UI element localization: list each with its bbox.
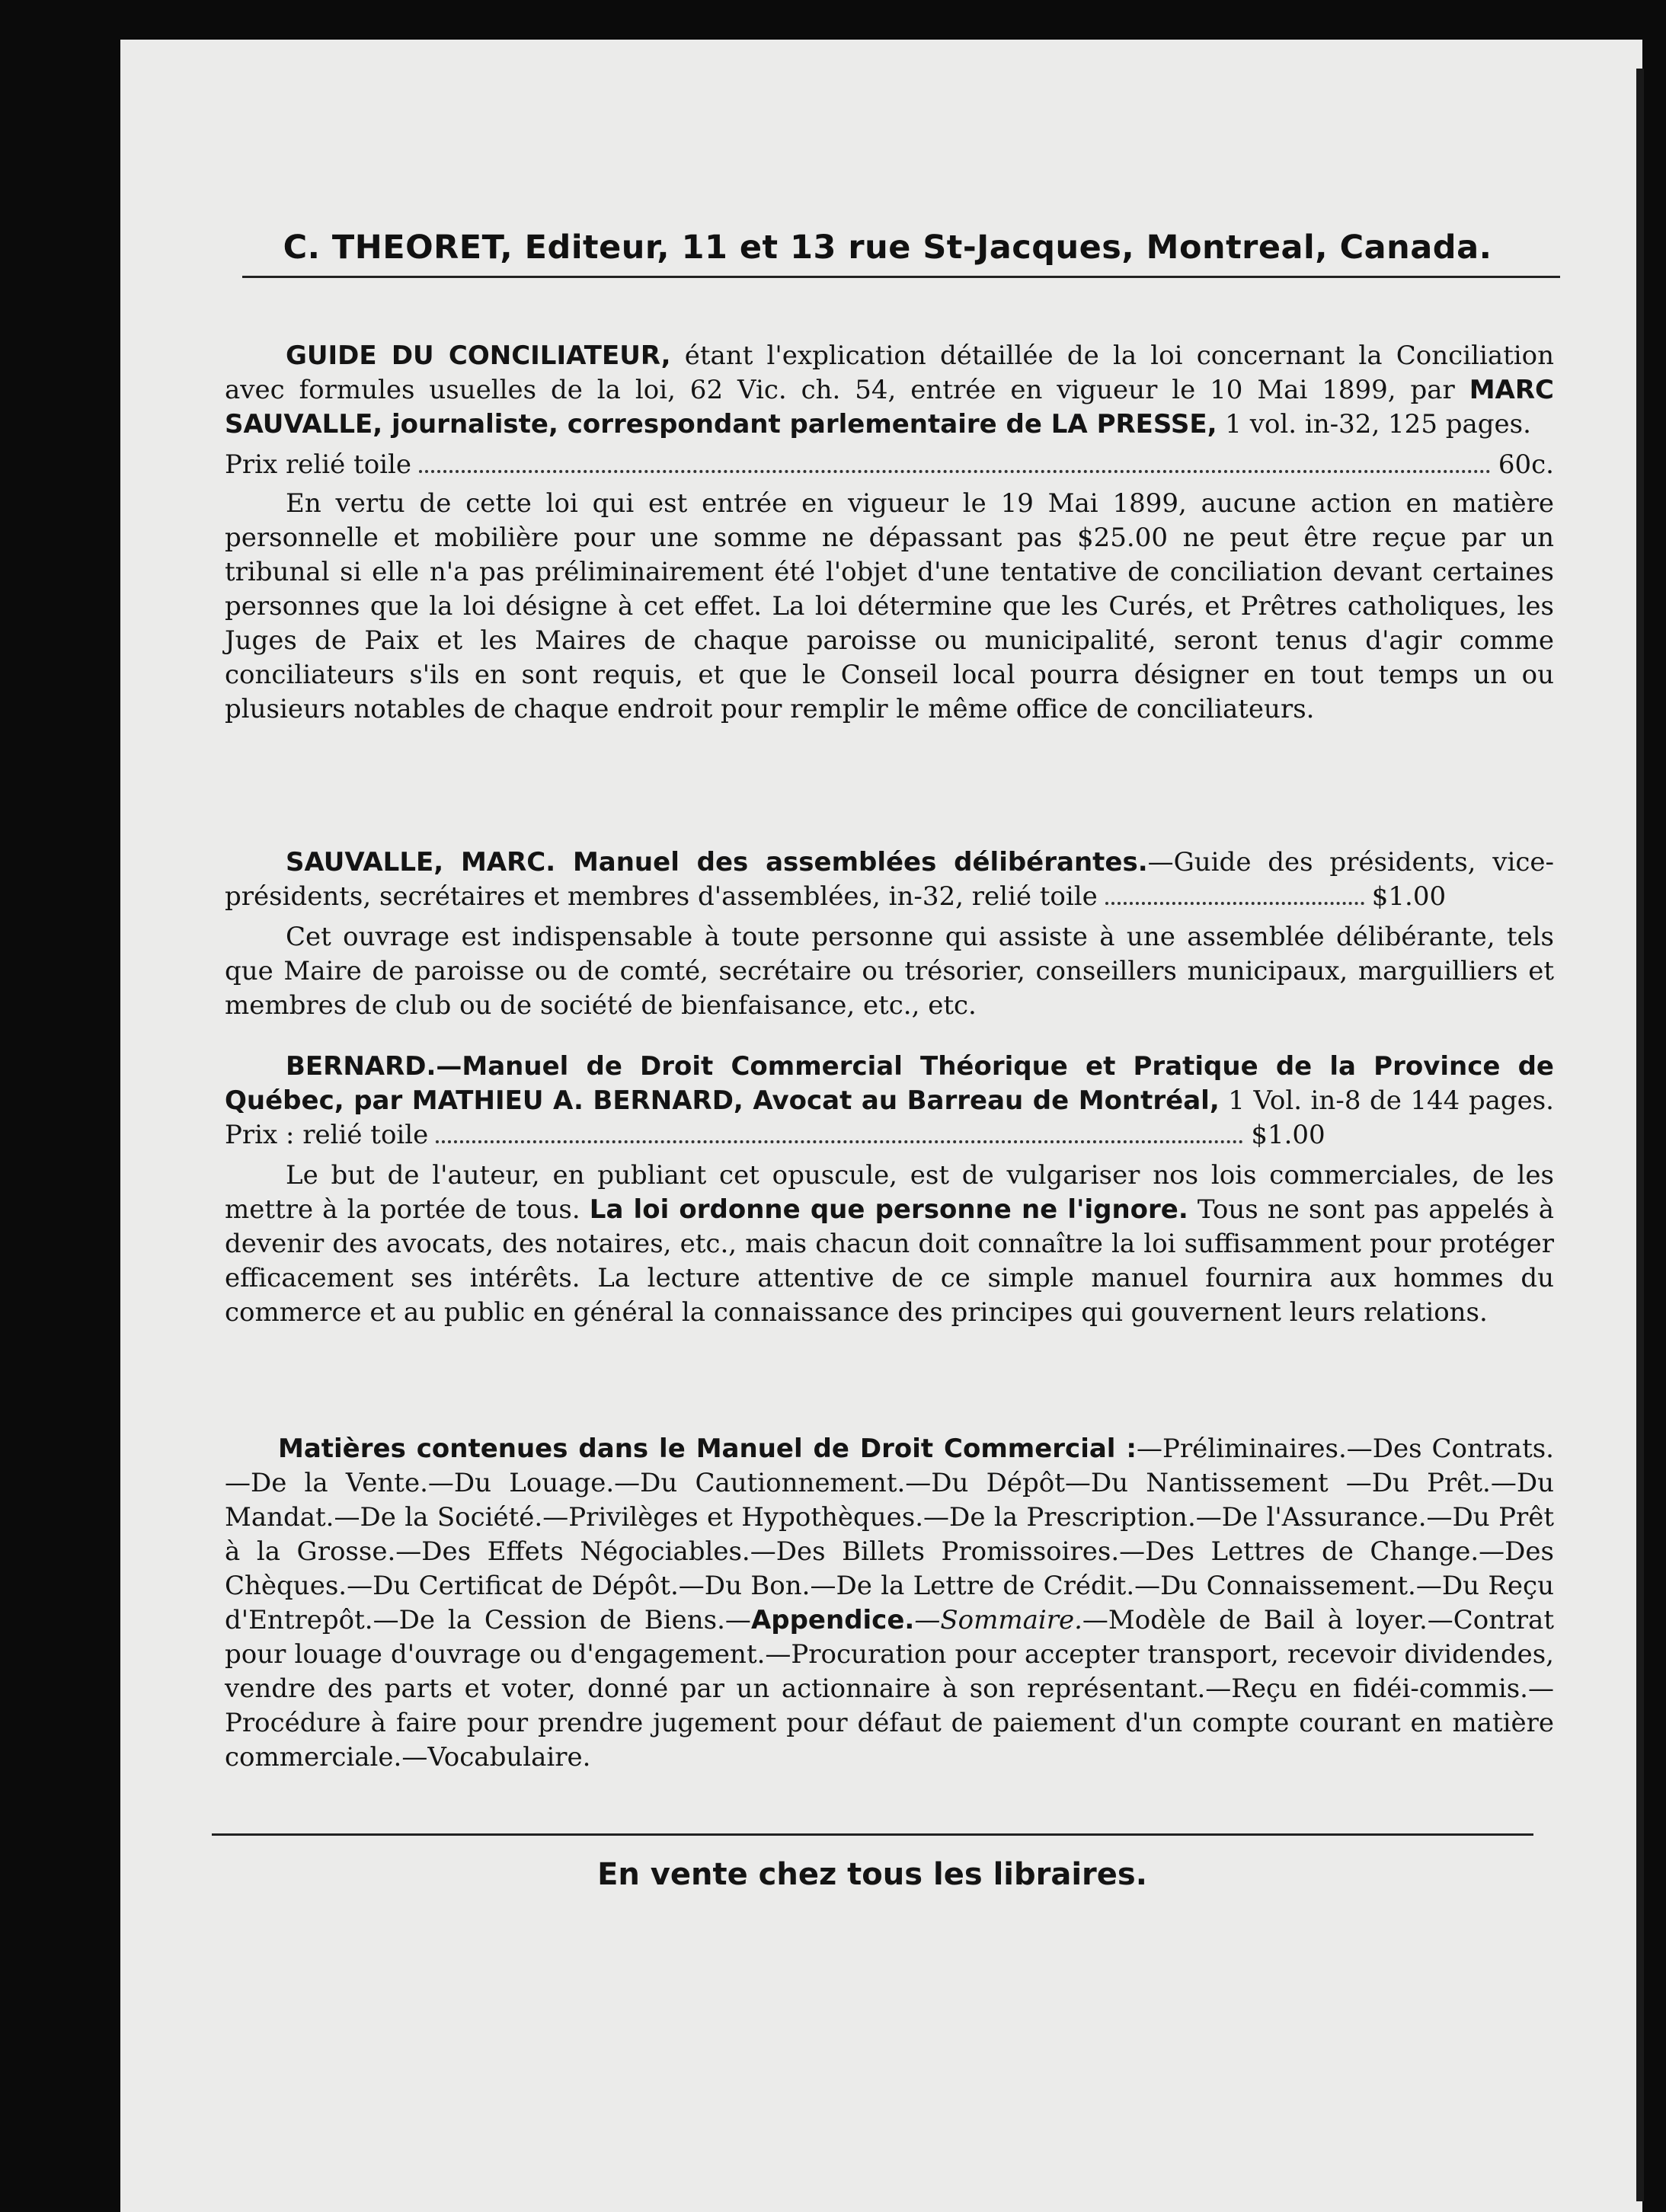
entry3-price: $1.00 (1251, 1120, 1325, 1150)
footer-rule (212, 1833, 1533, 1836)
entry1-price-label: Prix relié toile (225, 449, 412, 480)
entry3-body-a: Le but de l'auteur, en publiant cet opuscule, est de vulgariser nos lois commerciales, de les mettre à la portée de tous. (225, 1160, 1554, 1225)
entry1-title: GUIDE DU CONCILIATEUR, (286, 340, 671, 371)
entry3-body-b: Tous ne sont pas appelés à devenir des avocats, des notaires, etc., mais chacun doit connaître la loi suffisamment pour protéger efficacement ses intérêts. La lecture attentive de ce simple manuel fournira aux hommes du commerce et au public en général la connaissance des principes qui gouvernent leurs relations. (225, 1194, 1554, 1328)
entry1-desc1: étant l'explication détaillée de la loi concernant la Conciliation avec formules usuelles de la loi, 62 Vic. ch. 54, entrée en vigueur le 10 Mai 1899, par (225, 340, 1554, 405)
contents-appendix: Appendice. (750, 1605, 915, 1635)
contents-title: Matières contenues dans le Manuel de Droit Commercial : (278, 1434, 1137, 1464)
entry3-leader-dots (436, 1140, 1243, 1143)
page-edge-shadow (1636, 69, 1644, 2201)
entry2-body: Cet ouvrage est indispensable à toute personne qui assiste à une assemblée délibérante, tels que Maire de paroisse ou de comté, secrétaire ou trésorier, conseillers municipaux, marguilliers et membres de club ou de société de bienfaisance, etc., etc. (225, 922, 1554, 1021)
entry2-desc: —Guide des présidents, vice-présidents, secrétaires et membres d'assemblées, in-32, relié toile (225, 847, 1554, 912)
contents-text-b: —Modèle de Bail à loyer.—Contrat pour louage d'ouvrage ou d'engagement.—Procuration pour accepter transport, recevoir dividendes, vendre des parts et voter, donné par un actionnaire à son représentant.—Reçu en fidéi-commis.—Procédure à faire pour prendre jugement pour défaut de paiement d'un compte courant en matière commerciale.—Vocabulaire. (225, 1605, 1554, 1772)
contents-sommaire: —Sommaire. (914, 1605, 1082, 1635)
entry1-price: 60c. (1498, 449, 1554, 480)
entry1-desc2: 1 vol. in-32, 125 pages. (1217, 409, 1531, 440)
entry-assemblees (225, 845, 1554, 1023)
entry2-leader-dots (1105, 902, 1364, 905)
entry3-body-bold: La loi ordonne que personne ne l'ignore. (589, 1194, 1188, 1225)
header-rule (242, 276, 1560, 278)
contents-section (225, 1432, 1554, 1775)
entry1-author: MARC SAUVALLE, journaliste, correspondant parlementaire de LA PRESSE, (225, 375, 1554, 440)
entry-guide-conciliateur (225, 339, 1554, 727)
footer-text: En vente chez tous les libraires. (597, 1857, 1147, 1892)
contents-text-a: —Préliminaires.—Des Contrats.—De la Vente.—Du Louage.—Du Cautionnement.—Du Dépôt—Du Nantissement —Du Prêt.—Du Mandat.—De la Société.—Privilèges et Hypothèques.—De la Prescription.—De l'Assurance.—Du Prêt à la Grosse.—Des Effets Négociables.—Des Billets Promissoires.—Des Lettres de Change.—Des Chèques.—Du Certificat de Dépôt.—Du Bon.—De la Lettre de Crédit.—Du Connaissement.—Du Reçu d'Entrepôt.—De la Cession de Biens.— (225, 1434, 1554, 1635)
entry2-price: $1.00 (1371, 881, 1447, 912)
entry1-body: En vertu de cette loi qui est entrée en vigueur le 19 Mai 1899, aucune action en matière personnelle et mobilière pour une somme ne dépassant pas $25.00 ne peut être reçue par un tribunal si elle n'a pas préliminairement été l'objet d'une tentative de conciliation devant certaines personnes que la loi désigne à cet effet. La loi détermine que les Curés, et Prêtres catholiques, les Juges de Paix et les Maires de chaque paroisse ou municipalité, seront tenus d'agir comme conciliateurs s'ils en sont requis, et que le Conseil local pourra désigner en tout temps un ou plusieurs notables de chaque endroit pour remplir le même office de conciliateurs. (225, 488, 1554, 724)
publisher-header: C. THEORET, Editeur, 11 et 13 rue St-Jacques, Montreal, Canada. (283, 229, 1492, 267)
entry2-title: SAUVALLE, MARC. Manuel des assemblées délibérantes. (286, 847, 1148, 877)
entry1-price-line (225, 448, 1554, 482)
entry3-title: BERNARD.—Manuel de Droit Commercial Théorique et Pratique de la Province de Québec, par MATHIEU A. BERNARD, Avocat au Barreau de Montréal, (225, 1051, 1554, 1116)
entry1-leader-dots (419, 470, 1491, 473)
entry3-desc: 1 Vol. in-8 de 144 pages. Prix : relié toile (225, 1085, 1554, 1150)
entry-droit-commercial (225, 1050, 1554, 1330)
